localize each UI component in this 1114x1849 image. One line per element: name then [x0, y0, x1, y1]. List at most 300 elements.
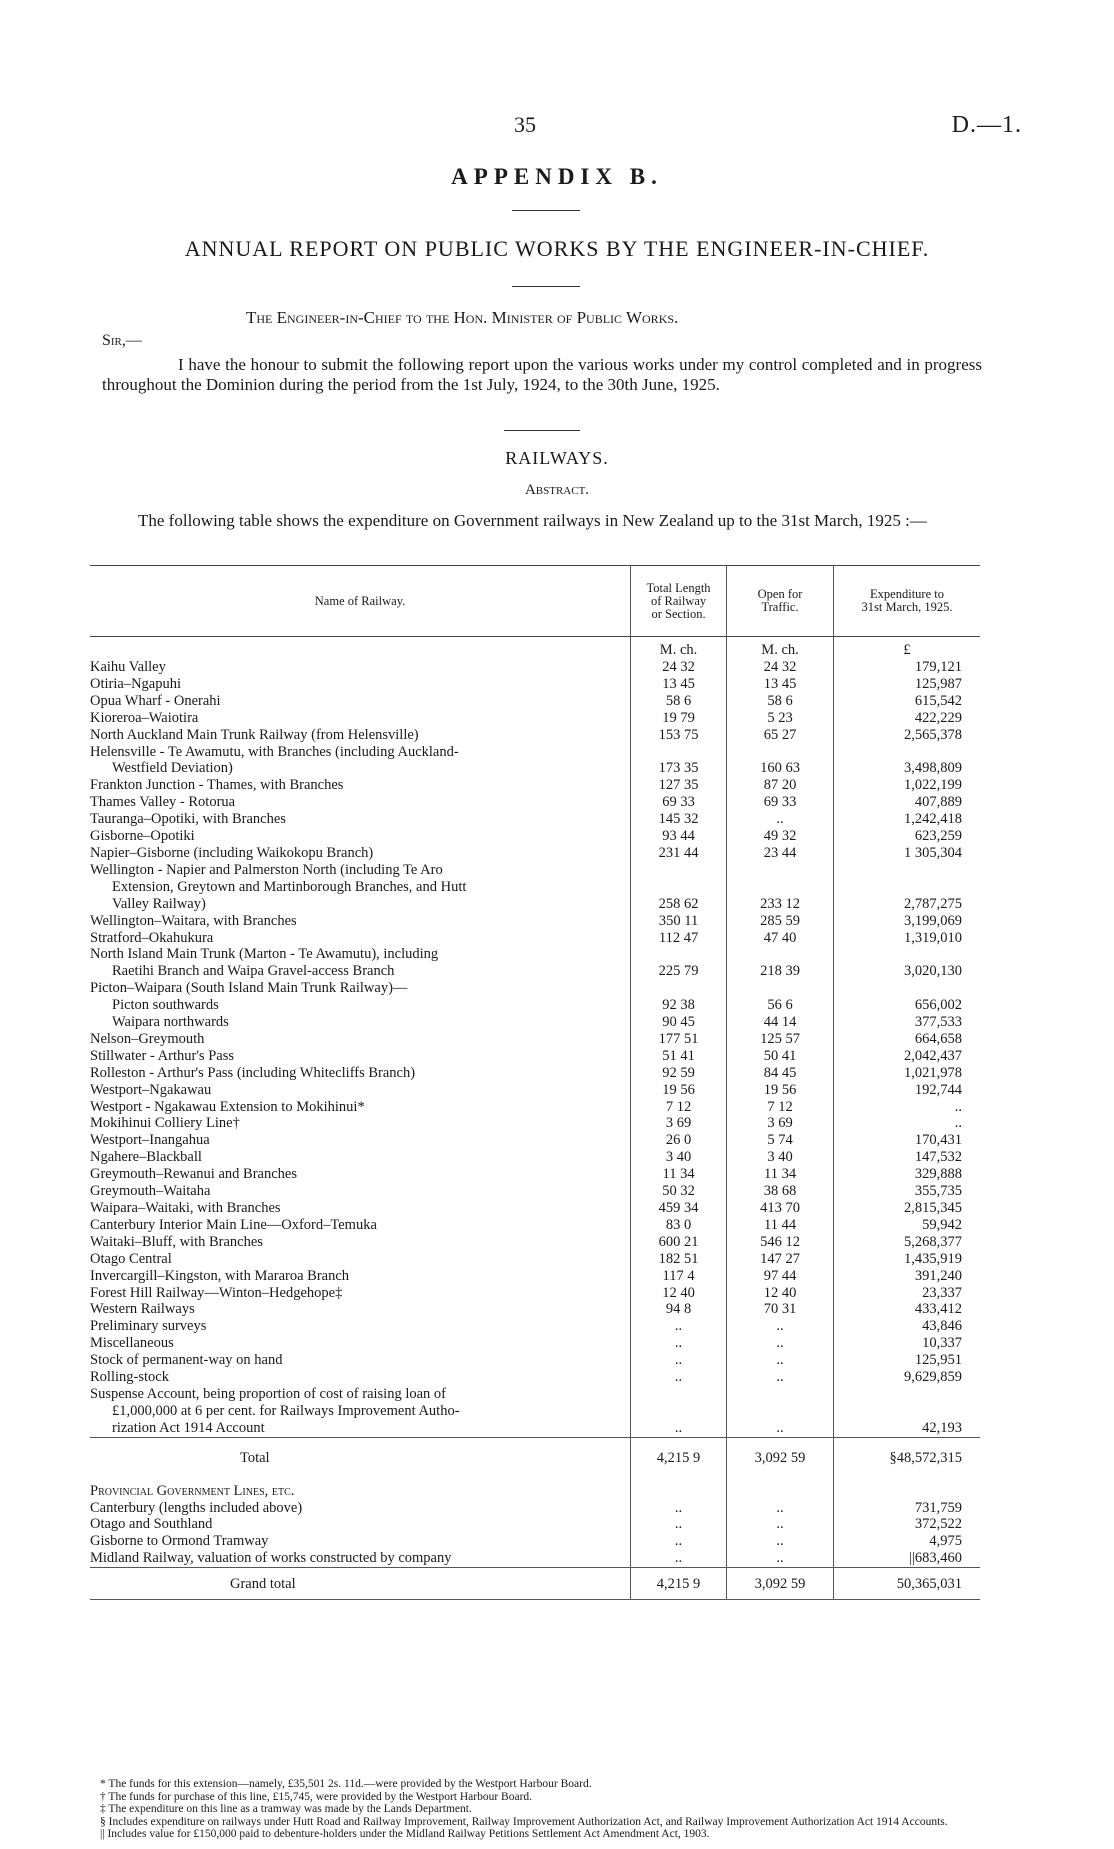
header-length: Total Length of Railway or Section. [631, 566, 727, 637]
railway-name [90, 1268, 631, 1285]
expenditure-cell: 3,020,130 [834, 946, 980, 980]
expenditure-cell: 656,002 [834, 997, 980, 1014]
expenditure-cell: 731,759 [834, 1500, 980, 1517]
table-row [90, 862, 980, 913]
table-row [90, 1183, 980, 1200]
table-row [90, 1301, 980, 1318]
expenditure-cell: 192,744 [834, 1082, 980, 1099]
length-cell: 117 4 [631, 1268, 727, 1285]
open-cell: .. [727, 1318, 834, 1335]
railway-name-line: Valley Railway) [112, 895, 206, 912]
railway-name [90, 997, 631, 1014]
railway-name [90, 1352, 631, 1369]
expenditure-cell: 615,542 [834, 693, 980, 710]
footnote: || Includes value for £150,000 paid to debenture-holders under the Midland Railway Petitions Settlement Act Amendment Act, 1903. [100, 1828, 710, 1840]
open-cell: 87 20 [727, 777, 834, 794]
railway-name-line: Greymouth–Waitaha [90, 1183, 211, 1200]
length-cell: 24 32 [631, 659, 727, 676]
open-cell: 47 40 [727, 930, 834, 947]
railway-name-line: Extension, Greytown and Martinborough Branches, and Hutt [112, 878, 467, 895]
railway-name [90, 913, 631, 930]
expenditure-cell: 664,658 [834, 1031, 980, 1048]
railway-name [90, 1516, 631, 1533]
railway-name [90, 1048, 631, 1065]
table-row [90, 1149, 980, 1166]
table-row [90, 1217, 980, 1234]
railway-name-line: Picton–Waipara (South Island Main Trunk Railway)— [90, 980, 408, 997]
salutation-sir: Sir,— [102, 332, 142, 349]
total-label: Total [90, 1437, 631, 1474]
railway-name [90, 1132, 631, 1149]
table-row [90, 1048, 980, 1065]
railway-name-line: Preliminary surveys [90, 1318, 207, 1335]
table-row [90, 1115, 980, 1132]
railway-name [90, 1386, 631, 1437]
length-cell: 58 6 [631, 693, 727, 710]
open-cell: 56 6 [727, 997, 834, 1014]
unit-open: M. ch. [727, 637, 834, 660]
expenditure-cell [834, 980, 980, 997]
expenditure-cell: .. [834, 1099, 980, 1116]
railway-name-line: Otago Central [90, 1250, 172, 1267]
header-open: Open for Traffic. [727, 566, 834, 637]
unit-length: M. ch. [631, 637, 727, 660]
railway-name [90, 777, 631, 794]
railway-name [90, 710, 631, 727]
header-name: Name of Railway. [90, 566, 631, 637]
expenditure-cell: 1,319,010 [834, 930, 980, 947]
railway-name-line: Rolling-stock [90, 1369, 169, 1386]
expenditure-cell: 1,021,978 [834, 1065, 980, 1082]
expenditure-cell: 5,268,377 [834, 1234, 980, 1251]
open-cell: 24 32 [727, 659, 834, 676]
table-row [90, 1318, 980, 1335]
railway-name-line: Invercargill–Kingston, with Mararoa Branch [90, 1267, 350, 1284]
open-cell: 97 44 [727, 1268, 834, 1285]
length-cell: 90 45 [631, 1014, 727, 1031]
railway-name [90, 1217, 631, 1234]
table-row [90, 676, 980, 693]
expenditure-cell: 10,337 [834, 1335, 980, 1352]
length-cell: 83 0 [631, 1217, 727, 1234]
railway-name-line: Gisborne to Ormond Tramway [90, 1533, 269, 1550]
expenditure-cell: 59,942 [834, 1217, 980, 1234]
table-row [90, 727, 980, 744]
open-cell: 5 23 [727, 710, 834, 727]
length-cell: 19 79 [631, 710, 727, 727]
open-cell: 19 56 [727, 1082, 834, 1099]
railway-name-line: Kioreroa–Waiotira [90, 709, 199, 726]
open-cell: 70 31 [727, 1301, 834, 1318]
table-row [90, 828, 980, 845]
open-cell: .. [727, 1533, 834, 1550]
salutation-line: The Engineer-in-Chief to the Hon. Minister of Public Works. [246, 308, 679, 327]
length-cell: .. [631, 1369, 727, 1386]
railway-name-line: Frankton Junction - Thames, with Branches [90, 777, 344, 794]
length-cell: 225 79 [631, 946, 727, 980]
railway-name-line: Stratford–Okahukura [90, 929, 214, 946]
railway-name-line: Kaihu Valley [90, 659, 166, 675]
railway-name [90, 1318, 631, 1335]
expenditure-cell: 23,337 [834, 1285, 980, 1302]
railway-name-line: Helensville - Te Awamutu, with Branches (including Auckland- [90, 743, 459, 760]
expenditure-cell: 372,522 [834, 1516, 980, 1533]
open-cell: 38 68 [727, 1183, 834, 1200]
railway-name [90, 659, 631, 676]
open-cell: 49 32 [727, 828, 834, 845]
divider [512, 286, 580, 287]
divider [504, 430, 580, 431]
provincial-heading: Provincial Government Lines, etc. [90, 1482, 295, 1499]
length-cell: 69 33 [631, 794, 727, 811]
length-cell: 50 32 [631, 1183, 727, 1200]
table-row [90, 946, 980, 980]
railway-name-line: Westfield Deviation) [112, 760, 233, 777]
open-cell: .. [727, 1369, 834, 1386]
length-cell: 145 32 [631, 811, 727, 828]
report-title: ANNUAL REPORT ON PUBLIC WORKS BY THE ENGINEER-IN-CHIEF. [184, 236, 930, 261]
length-cell: 112 47 [631, 930, 727, 947]
length-cell: .. [631, 1335, 727, 1352]
expenditure-cell: 43,846 [834, 1318, 980, 1335]
railway-name-line: North Island Main Trunk (Marton - Te Awamutu), including [90, 946, 439, 963]
expenditure-cell: 1,242,418 [834, 811, 980, 828]
open-cell: 3 40 [727, 1149, 834, 1166]
railway-name-line: Raetihi Branch and Waipa Gravel-access Branch [112, 963, 395, 980]
grand-total-row [90, 1568, 980, 1600]
railway-name [90, 1500, 631, 1517]
expenditure-cell: 1,022,199 [834, 777, 980, 794]
header-expenditure: Expenditure to 31st March, 1925. [834, 566, 980, 637]
expenditure-cell: 2,565,378 [834, 727, 980, 744]
table-row [90, 1352, 980, 1369]
length-cell: 231 44 [631, 845, 727, 862]
length-cell: 258 62 [631, 862, 727, 913]
railway-name [90, 1335, 631, 1352]
open-cell: 233 12 [727, 862, 834, 913]
expenditure-cell: 147,532 [834, 1149, 980, 1166]
length-cell [631, 980, 727, 997]
railway-name-line: Thames Valley - Rotorua [90, 794, 236, 811]
table-row [90, 1251, 980, 1268]
table-row [90, 1166, 980, 1183]
table-row [90, 794, 980, 811]
expenditure-cell: 170,431 [834, 1132, 980, 1149]
table-row [90, 1014, 980, 1031]
length-cell: 11 34 [631, 1166, 727, 1183]
table-row [90, 744, 980, 778]
length-cell: 459 34 [631, 1200, 727, 1217]
expenditure-cell: 355,735 [834, 1183, 980, 1200]
railway-expenditure-table [90, 565, 980, 1600]
unit-expenditure: £ [834, 637, 980, 660]
railway-name-line: Waipara–Waitaki, with Branches [90, 1200, 281, 1216]
footnote: § Includes expenditure on railways under Hutt Road and Railway Improvement, Railway Improvement Authorization Act, and Railway Improvement Authorization Act 1914 Accounts. [100, 1815, 948, 1828]
expenditure-cell: 422,229 [834, 710, 980, 727]
open-cell: 58 6 [727, 693, 834, 710]
length-cell: 350 11 [631, 913, 727, 930]
open-cell: 7 12 [727, 1099, 834, 1116]
length-cell: .. [631, 1318, 727, 1335]
railway-name-line: North Auckland Main Trunk Railway (from Helensville) [90, 726, 419, 743]
railway-name-line: Wellington - Napier and Palmerston North (including Te Aro [90, 861, 443, 878]
table-row [90, 1550, 980, 1567]
railway-name-line: £1,000,000 at 6 per cent. for Railways Improvement Autho- [112, 1402, 460, 1419]
open-cell: 65 27 [727, 727, 834, 744]
railway-name [90, 1251, 631, 1268]
table-row [90, 1065, 980, 1082]
railway-name-line: Napier–Gisborne (including Waikokopu Branch) [90, 844, 374, 861]
railway-name-line: Canterbury Interior Main Line—Oxford–Temuka [90, 1216, 377, 1233]
open-cell: .. [727, 1516, 834, 1533]
railway-name-line: Ngahere–Blackball [90, 1149, 202, 1166]
footnote: ‡ The expenditure on this line as a tramway was made by the Lands Department. [100, 1803, 472, 1815]
appendix-title: APPENDIX B. [451, 164, 663, 189]
open-cell: 5 74 [727, 1132, 834, 1149]
divider [512, 210, 580, 211]
open-cell: 12 40 [727, 1285, 834, 1302]
table-row [90, 1099, 980, 1116]
expenditure-cell: 3,199,069 [834, 913, 980, 930]
length-cell: 92 59 [631, 1065, 727, 1082]
table-row [90, 1386, 980, 1437]
railway-name [90, 845, 631, 862]
table-row [90, 930, 980, 947]
length-cell: 7 12 [631, 1099, 727, 1116]
length-cell: 127 35 [631, 777, 727, 794]
grand-total-length: 4,215 9 [631, 1568, 727, 1600]
table-row [90, 811, 980, 828]
railway-name [90, 1082, 631, 1099]
table-row [90, 1268, 980, 1285]
railway-name-line: Westport–Inangahua [90, 1132, 210, 1149]
railway-name-line: rization Act 1914 Account [112, 1419, 265, 1436]
intro-paragraph: I have the honour to submit the following report upon the various works under my control completed and in progress throughout the Dominion during the period from the 1st July, 1924, to the 30th June, 1925. [102, 355, 982, 394]
railway-name [90, 1065, 631, 1082]
expenditure-cell: 623,259 [834, 828, 980, 845]
grand-total-label: Grand total [90, 1568, 631, 1600]
table-row [90, 1516, 980, 1533]
table-row [90, 845, 980, 862]
table-row [90, 1031, 980, 1048]
railway-name-line: Miscellaneous [90, 1335, 174, 1352]
length-cell: 94 8 [631, 1301, 727, 1318]
railway-name-line: Stillwater - Arthur's Pass [90, 1047, 234, 1064]
total-length: 4,215 9 [631, 1437, 727, 1474]
table-row [90, 1335, 980, 1352]
railway-name-line: Nelson–Greymouth [90, 1030, 205, 1047]
railway-name-line: Rolleston - Arthur's Pass (including Whitecliffs Branch) [90, 1064, 416, 1081]
railway-name [90, 1369, 631, 1386]
length-cell: 600 21 [631, 1234, 727, 1251]
railway-name [90, 1183, 631, 1200]
railway-name [90, 1200, 631, 1217]
railway-name [90, 676, 631, 693]
open-cell: 3 69 [727, 1115, 834, 1132]
expenditure-cell: 179,121 [834, 659, 980, 676]
railway-name [90, 1149, 631, 1166]
length-cell: 92 38 [631, 997, 727, 1014]
footnotes [90, 1778, 990, 1841]
table-row [90, 1533, 980, 1550]
length-cell: 51 41 [631, 1048, 727, 1065]
railway-name [90, 862, 631, 913]
open-cell: 69 33 [727, 794, 834, 811]
railway-name [90, 946, 631, 980]
railway-name [90, 1014, 631, 1031]
railway-name-line: Stock of permanent-way on hand [90, 1352, 283, 1369]
railway-name [90, 828, 631, 845]
length-cell: 153 75 [631, 727, 727, 744]
open-cell: 413 70 [727, 1200, 834, 1217]
expenditure-cell: 433,412 [834, 1301, 980, 1318]
length-cell: .. [631, 1352, 727, 1369]
length-cell: 177 51 [631, 1031, 727, 1048]
expenditure-cell: 2,815,345 [834, 1200, 980, 1217]
expenditure-cell: 1 305,304 [834, 845, 980, 862]
expenditure-cell: 125,987 [834, 676, 980, 693]
length-cell: 182 51 [631, 1251, 727, 1268]
railway-name [90, 1533, 631, 1550]
open-cell: 285 59 [727, 913, 834, 930]
length-cell: 19 56 [631, 1082, 727, 1099]
table-row [90, 710, 980, 727]
table-row [90, 659, 980, 676]
table-row [90, 693, 980, 710]
railway-name-line: Western Railways [90, 1301, 195, 1318]
open-cell: 44 14 [727, 1014, 834, 1031]
expenditure-cell: 329,888 [834, 1166, 980, 1183]
open-cell: .. [727, 1352, 834, 1369]
expenditure-cell: .. [834, 1115, 980, 1132]
open-cell [727, 980, 834, 997]
railway-name-line: Otiria–Ngapuhi [90, 675, 182, 692]
railway-name-line: Tauranga–Opotiki, with Branches [90, 811, 286, 828]
length-cell: 26 0 [631, 1132, 727, 1149]
open-cell: 546 12 [727, 1234, 834, 1251]
table-row [90, 1369, 980, 1386]
open-cell: 218 39 [727, 946, 834, 980]
railway-name-line: Westport - Ngakawau Extension to Mokihinui* [90, 1098, 365, 1115]
railway-name-line: Suspense Account, being proportion of cost of raising loan of [90, 1385, 446, 1402]
expenditure-cell: 1,435,919 [834, 1251, 980, 1268]
open-cell: .. [727, 1386, 834, 1437]
open-cell: 11 44 [727, 1217, 834, 1234]
length-cell: .. [631, 1550, 727, 1567]
length-cell: 173 35 [631, 744, 727, 778]
table-row [90, 980, 980, 997]
section-title: RAILWAYS. [505, 448, 609, 468]
table-row [90, 1234, 980, 1251]
railway-name [90, 794, 631, 811]
open-cell: 84 45 [727, 1065, 834, 1082]
length-cell: .. [631, 1533, 727, 1550]
expenditure-cell: 9,629,859 [834, 1369, 980, 1386]
expenditure-cell: 2,042,437 [834, 1048, 980, 1065]
railway-name-line: Forest Hill Railway—Winton–Hedgehope‡ [90, 1284, 343, 1301]
table-row [90, 997, 980, 1014]
railway-name [90, 744, 631, 778]
open-cell: 147 27 [727, 1251, 834, 1268]
railway-name-line: Waitaki–Bluff, with Branches [90, 1233, 263, 1250]
table-row [90, 1285, 980, 1302]
table-row [90, 1200, 980, 1217]
length-cell: .. [631, 1500, 727, 1517]
open-cell: 13 45 [727, 676, 834, 693]
railway-name [90, 1285, 631, 1302]
railway-name-line: Greymouth–Rewanui and Branches [90, 1166, 297, 1183]
open-cell: 23 44 [727, 845, 834, 862]
footnote: † The funds for purchase of this line, £15,745, were provided by the Westport Harbour Board. [100, 1790, 533, 1803]
railway-name [90, 1031, 631, 1048]
railway-name-line: Waipara northwards [112, 1014, 229, 1031]
section-subtitle: Abstract. [524, 482, 590, 498]
open-cell: 50 41 [727, 1048, 834, 1065]
table-header-row [90, 566, 980, 637]
open-cell: 160 63 [727, 744, 834, 778]
length-cell: 3 40 [631, 1149, 727, 1166]
expenditure-cell: 4,975 [834, 1533, 980, 1550]
expenditure-cell: ||683,460 [834, 1550, 980, 1567]
open-cell: .. [727, 811, 834, 828]
document-reference: D.—1. [951, 112, 1022, 138]
expenditure-cell: 125,951 [834, 1352, 980, 1369]
railway-name [90, 1550, 631, 1567]
expenditure-cell: 42,193 [834, 1386, 980, 1437]
table-row [90, 1132, 980, 1149]
expenditure-cell: 377,533 [834, 1014, 980, 1031]
table-row [90, 1082, 980, 1099]
open-cell: .. [727, 1335, 834, 1352]
railway-name-line: Gisborne–Opotiki [90, 828, 195, 845]
railway-name-line: Westport–Ngakawau [90, 1081, 212, 1098]
railway-name [90, 1234, 631, 1251]
railway-name [90, 1166, 631, 1183]
expenditure-cell: 3,498,809 [834, 744, 980, 778]
table-row [90, 1500, 980, 1517]
open-cell: .. [727, 1550, 834, 1567]
open-cell: .. [727, 1500, 834, 1517]
grand-total-open: 3,092 59 [727, 1568, 834, 1600]
open-cell: 11 34 [727, 1166, 834, 1183]
length-cell: 12 40 [631, 1285, 727, 1302]
length-cell: .. [631, 1386, 727, 1437]
grand-total-expenditure: 50,365,031 [834, 1568, 980, 1600]
railway-name [90, 811, 631, 828]
railway-name [90, 693, 631, 710]
expenditure-cell: 407,889 [834, 794, 980, 811]
railway-name [90, 930, 631, 947]
footnote: * The funds for this extension—namely, £35,501 2s. 11d.—were provided by the Westport Harbour Board. [100, 1778, 592, 1790]
railway-name-line: Mokihinui Colliery Line† [90, 1115, 240, 1132]
table-intro: The following table shows the expenditure on Government railways in New Zealand up to the 31st March, 1925 :— [138, 511, 927, 530]
railway-name [90, 1099, 631, 1116]
total-row [90, 1437, 980, 1474]
units-row [90, 637, 980, 660]
expenditure-cell: 2,787,275 [834, 862, 980, 913]
railway-name-line: Picton southwards [112, 997, 219, 1014]
total-open: 3,092 59 [727, 1437, 834, 1474]
page-number: 35 [514, 112, 536, 137]
length-cell: .. [631, 1516, 727, 1533]
railway-name-line: Otago and Southland [90, 1516, 213, 1533]
railway-name [90, 1301, 631, 1318]
railway-name-line: Midland Railway, valuation of works constructed by company [90, 1550, 452, 1567]
expenditure-cell: 391,240 [834, 1268, 980, 1285]
length-cell: 3 69 [631, 1115, 727, 1132]
total-expenditure: §48,572,315 [834, 1437, 980, 1474]
open-cell: 125 57 [727, 1031, 834, 1048]
